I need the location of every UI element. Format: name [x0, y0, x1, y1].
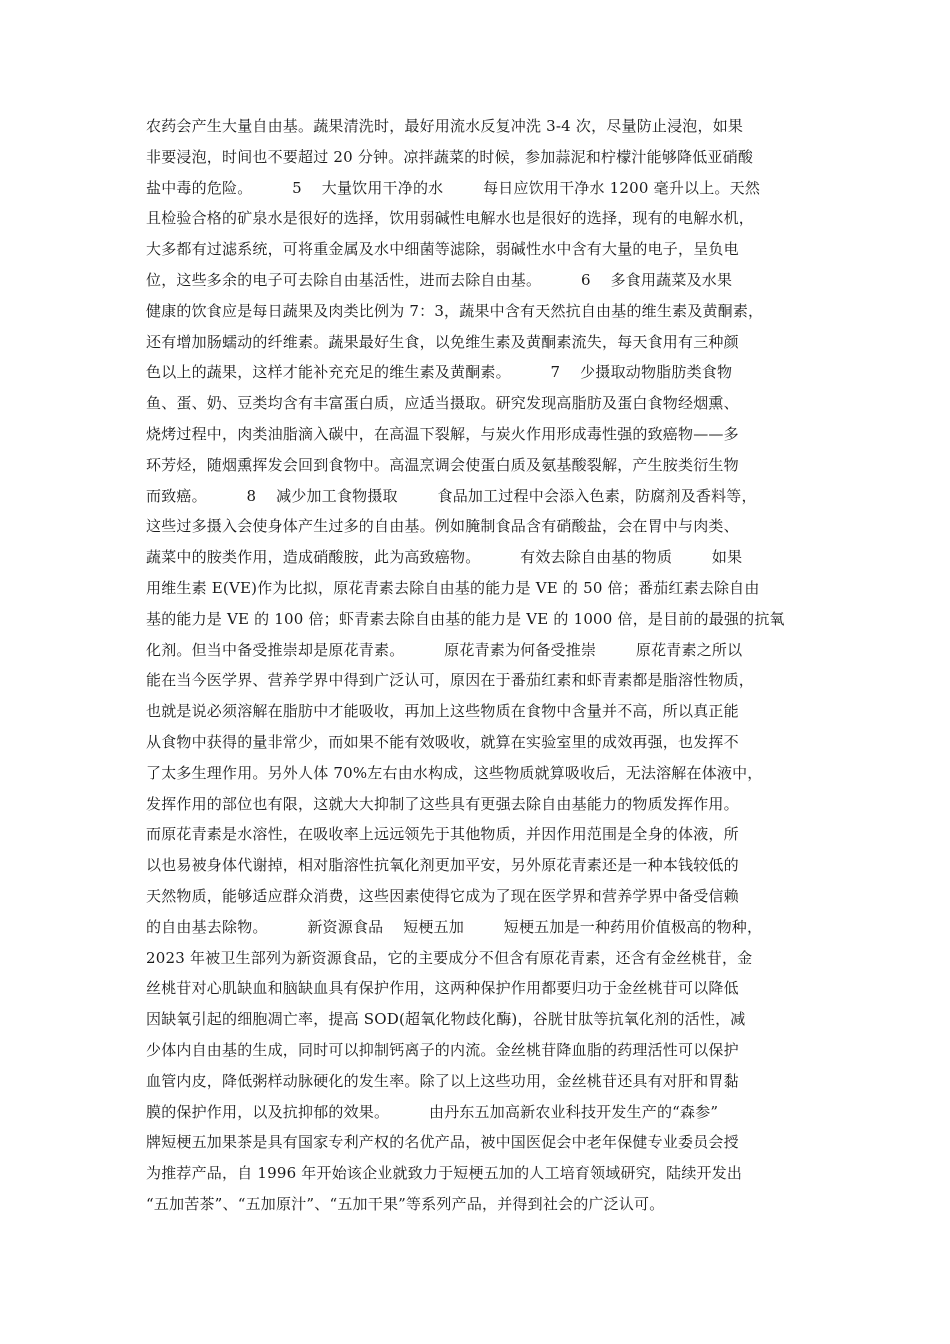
- text-line: 这些过多摄入会使身体产生过多的自由基。例如腌制食品含有硝酸盐，会在胃中与肉类、: [146, 517, 739, 536]
- text-line: 色以上的蔬果，这样才能补充充足的维生素及黄酮素。 7 少摄取动物脂肪类食物: [146, 363, 733, 382]
- text-line: 且检验合格的矿泉水是很好的选择，饮用弱碱性电解水也是很好的选择，现有的电解水机，: [146, 209, 755, 228]
- text-line: 以也易被身体代谢掉，相对脂溶性抗氧化剂更加平安，另外原花青素还是一种本钱较低的: [146, 856, 739, 875]
- text-line: 丝桃苷对心肌缺血和脑缺血具有保护作用，这两种保护作用都要归功于金丝桃苷可以降低: [146, 979, 739, 998]
- text-line: 为推荐产品，自 1996 年开始该企业就致力于短梗五加的人工培育领域研究，陆续开发出: [146, 1164, 743, 1183]
- text-line: 农药会产生大量自由基。蔬果清洗时，最好用流水反复冲洗 3-4 次，尽量防止浸泡，如果: [146, 117, 744, 135]
- text-line: 位，这些多余的电子可去除自由基活性，进而去除自由基。 6 多食用蔬菜及水果: [146, 270, 733, 289]
- text-line: 也就是说必须溶解在脂肪中才能吸收，再加上这些物质在食物中含量并不高，所以真正能: [146, 702, 739, 721]
- text-line: 牌短梗五加果茶是具有国家专利产权的名优产品，被中国医促会中老年保健专业委员会授: [146, 1133, 739, 1152]
- text-line: 还有增加肠蠕动的纤维素。蔬果最好生食，以免维生素及黄酮素流失，每天食用有三种颜: [146, 332, 739, 351]
- text-line: 而致癌。 8 减少加工食物摄取 食品加工过程中会添入色素，防腐剂及香料等，: [146, 486, 757, 505]
- text-line: 健康的饮食应是每日蔬果及肉类比例为 7：3，蔬果中含有天然抗自由基的维生素及黄酮素，: [146, 301, 764, 320]
- text-line: 用维生素 E(VE)作为比拟，原花青素去除自由基的能力是 VE 的 50 倍；番茄红素去除自由: [146, 578, 760, 597]
- text-line: 2023 年被卫生部列为新资源食品，它的主要成分不但含有原花青素，还含有金丝桃苷，金: [146, 948, 753, 967]
- text-line: 盐中毒的危险。 5 大量饮用干净的水 每日应饮用干净水 1200 毫升以上。天然: [146, 178, 761, 197]
- text-line: 化剂。但当中备受推崇却是原花青素。 原花青素为何备受推崇 原花青素之所以: [146, 640, 743, 659]
- text-line: 膜的保护作用，以及抗抑郁的效果。 由丹东五加高新农业科技开发生产的“森参”: [146, 1102, 719, 1121]
- text-line: 环芳烃，随烟熏挥发会回到食物中。高温烹调会使蛋白质及氨基酸裂解，产生胺类衍生物: [146, 455, 739, 474]
- text-line: 天然物质，能够适应群众消费，这些因素使得它成为了现在医学界和营养学界中备受信赖: [146, 886, 739, 905]
- text-line: 了太多生理作用。另外人体 70%左右由水构成，这些物质就算吸收后，无法溶解在体液中，: [146, 763, 763, 782]
- text-line: 能在当今医学界、营养学界中得到广泛认可，原因在于番茄红素和虾青素都是脂溶性物质，: [146, 671, 755, 690]
- text-line: 因缺氧引起的细胞凋亡率，提高 SOD(超氧化物歧化酶)，谷胱甘肽等抗氧化剂的活性，减: [146, 1010, 746, 1029]
- text-line: 的自由基去除物。 新资源食品 短梗五加 短梗五加是一种药用价值极高的物种，: [146, 917, 763, 936]
- body-text: [146, 111, 816, 1220]
- text-line: 而原花青素是水溶性，在吸收率上远远领先于其他物质，并因作用范围是全身的体液，所: [146, 825, 739, 844]
- text-line: 从食物中获得的量非常少，而如果不能有效吸收，就算在实验室里的成效再强，也发挥不: [146, 732, 739, 751]
- text-line: 基的能力是 VE 的 100 倍；虾青素去除自由基的能力是 VE 的 1000 倍，是目前的最强的抗氧: [146, 609, 785, 628]
- text-line: 蔬菜中的胺类作用，造成硝酸胺，此为高致癌物。 有效去除自由基的物质 如果: [146, 548, 743, 567]
- text-line: “五加苦茶”、“五加原汁”、“五加干果”等系列产品，并得到社会的广泛认可。: [146, 1194, 665, 1213]
- text-line: 鱼、蛋、奶、豆类均含有丰富蛋白质，应适当摄取。研究发现高脂肪及蛋白食物经烟熏、: [146, 394, 739, 413]
- text-line: 非要浸泡，时间也不要超过 20 分钟。凉拌蔬菜的时候，参加蒜泥和柠檬汁能够降低亚硝酸: [146, 147, 754, 166]
- text-line: 血管内皮，降低粥样动脉硬化的发生率。除了以上这些功用，金丝桃苷还具有对肝和胃黏: [146, 1071, 739, 1090]
- text-line: 大多都有过滤系统，可将重金属及水中细菌等滤除，弱碱性水中含有大量的电子，呈负电: [146, 240, 739, 259]
- text-line: 发挥作用的部位也有限，这就大大抑制了这些具有更强去除自由基能力的物质发挥作用。: [146, 794, 739, 813]
- text-line: 烧烤过程中，肉类油脂滴入碳中，在高温下裂解，与炭火作用形成毒性强的致癌物——多: [146, 424, 739, 443]
- text-line: 少体内自由基的生成，同时可以抑制钙离子的内流。金丝桃苷降血脂的药理活性可以保护: [146, 1040, 739, 1059]
